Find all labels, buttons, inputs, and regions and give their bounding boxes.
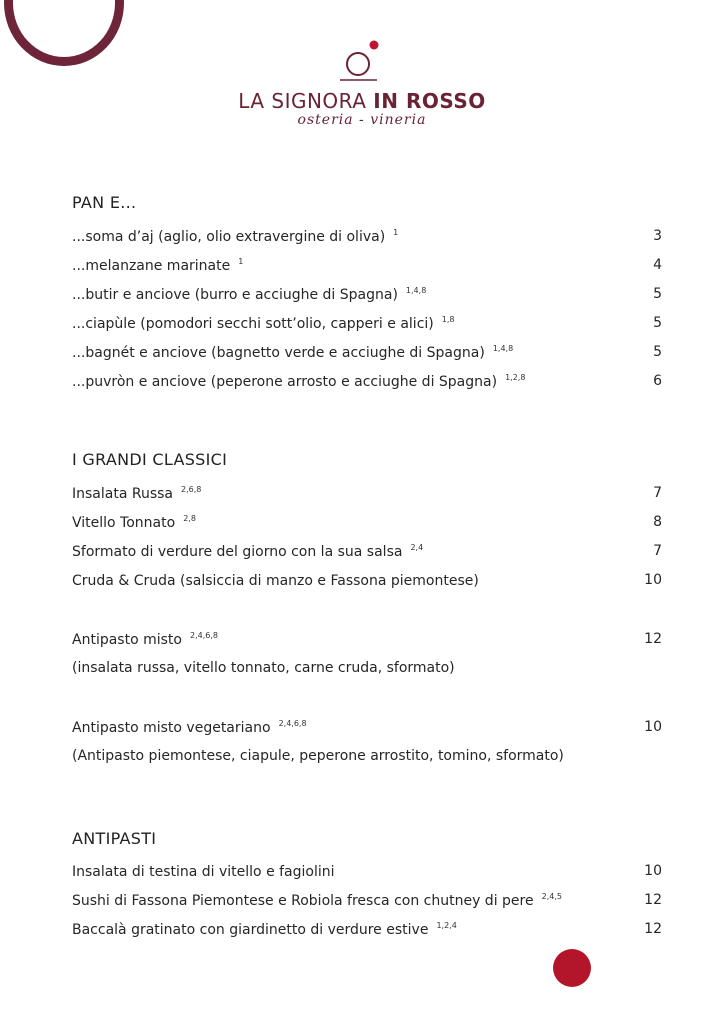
item-name: ...butir e anciove (burro e acciughe di Spagna) [72,287,398,303]
menu-item [72,719,662,741]
item-name: ...ciapùle (pomodori secchi sott’olio, capperi e alici) [72,316,434,332]
item-price: 10 [644,719,662,735]
item-allergens: 2,4,5 [541,892,562,901]
section-title-grandi-classici: I GRANDI CLASSICI [72,450,228,469]
item-allergens: 2,4,6,8 [278,719,307,728]
menu-item [72,315,662,337]
menu-item [72,892,662,914]
item-allergens: 1 [393,228,399,237]
item-allergens: 1 [238,257,244,266]
brand-name-bold: IN ROSSO [373,89,486,113]
item-allergens: 1,4,8 [492,344,514,353]
item-allergens: 1,4,8 [405,286,427,295]
item-name: ...bagnét e anciove (bagnetto verde e acciughe di Spagna) [72,345,485,361]
menu-item [72,286,662,308]
menu-item [72,631,662,653]
item-name: ...soma d’aj (aglio, olio extravergine di oliva) [72,229,386,245]
section-title-antipasti: ANTIPASTI [72,829,157,848]
item-description: (insalata russa, vitello tonnato, carne cruda, sformato) [72,660,455,676]
item-name: Vitello Tonnato [72,515,176,531]
item-name: Insalata Russa [72,486,174,502]
item-price: 12 [644,921,662,937]
item-price: 5 [653,315,662,331]
item-allergens: 1,2,8 [505,373,526,382]
menu-item [72,485,662,507]
item-name: Antipasto misto vegetariano [72,720,271,736]
item-price: 5 [653,344,662,360]
brand-name-light: LA SIGNORA [238,89,367,113]
decorative-dot [553,949,591,987]
item-name: Sformato di verdure del giorno con la sua salsa [72,544,403,560]
item-price: 10 [644,572,662,588]
item-allergens: 2,4,6,8 [189,631,218,640]
item-price: 4 [653,257,662,273]
item-allergens: 1,2,4 [436,921,457,930]
menu-item [72,373,662,395]
brand-subtitle: osteria - vineria [297,112,427,128]
menu-item [72,921,662,943]
item-allergens: 2,6,8 [181,485,202,494]
item-allergens: 2,4 [410,543,424,552]
menu-item [72,228,662,250]
item-price: 5 [653,286,662,302]
menu-item [72,863,662,885]
item-name: ...melanzane marinate [72,258,231,274]
item-price: 10 [644,863,662,879]
decorative-ring [4,0,124,66]
item-allergens: 2,8 [183,514,196,523]
menu-item [72,344,662,366]
section-title-pan-e: PAN E... [72,193,137,212]
item-price: 7 [653,485,662,501]
menu-item [72,257,662,279]
item-price: 12 [644,892,662,908]
item-allergens: 1,8 [441,315,455,324]
item-name: ...puvròn e anciove (peperone arrosto e acciughe di Spagna) [72,374,498,390]
item-name: Sushi di Fassona Piemontese e Robiola fresca con chutney di pere [72,893,534,909]
logo-glass-icon [339,40,381,84]
item-name: Antipasto misto [72,632,182,648]
menu-item [72,514,662,536]
item-price: 7 [653,543,662,559]
item-price: 3 [653,228,662,244]
item-name: Insalata di testina di vitello e fagiolini [72,864,335,880]
item-price: 8 [653,514,662,530]
brand-name [0,89,724,113]
item-name: Cruda & Cruda (salsiccia di manzo e Fassona piemontese) [72,573,479,589]
item-price: 12 [644,631,662,647]
menu-item [72,543,662,565]
item-name: Baccalà gratinato con giardinetto di verdure estive [72,922,429,938]
item-description: (Antipasto piemontese, ciapule, peperone arrostito, tomino, sformato) [72,748,564,764]
menu-item [72,572,662,594]
item-price: 6 [653,373,662,389]
